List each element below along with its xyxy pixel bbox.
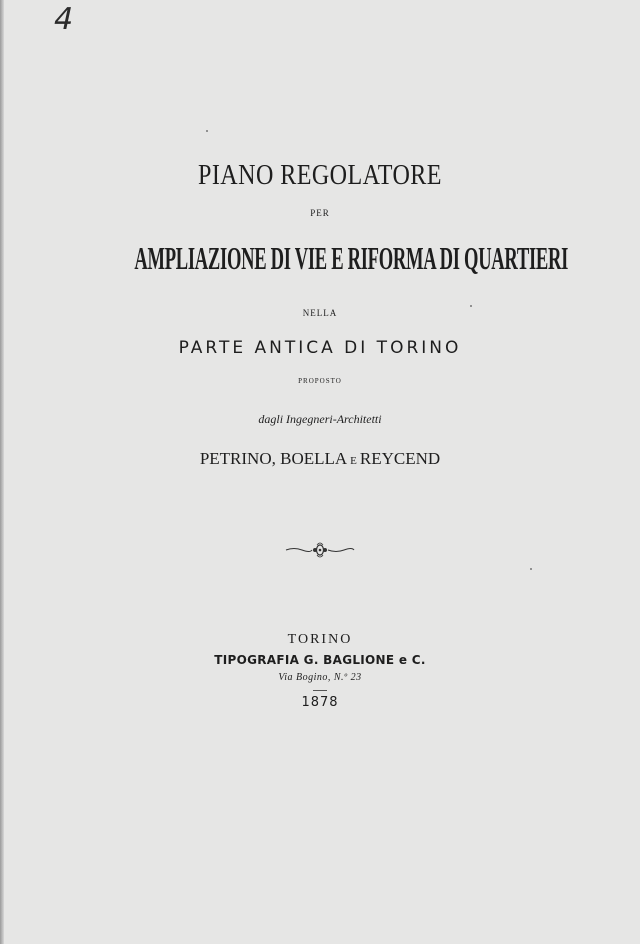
- printer-address: Via Bogino, N.º 23: [278, 672, 362, 683]
- handwritten-mark: 4: [50, 2, 77, 37]
- authors-intro: dagli Ingegneri-Architetti: [258, 412, 382, 426]
- paper-speck: [470, 305, 472, 307]
- floral-ornament-icon: [0, 540, 640, 560]
- printer-name: TIPOGRAFIA G. BAGLIONE e C.: [214, 653, 426, 667]
- connector-per: PER: [310, 208, 330, 218]
- place-heading: PARTE ANTICA DI TORINO: [178, 338, 462, 358]
- publication-city: TORINO: [287, 632, 353, 647]
- page-edge-shadow: [0, 0, 4, 944]
- paper-speck: [206, 130, 208, 132]
- publication-year: 1878: [301, 695, 339, 710]
- page-title: PIANO REGOLATORE: [198, 160, 442, 191]
- connector-proposto: PROPOSTO: [298, 377, 342, 385]
- authors-conjunction: E: [350, 455, 357, 467]
- authors: [0, 449, 640, 469]
- authors-part1: PETRINO, BOELLA: [199, 449, 348, 468]
- authors-part2: REYCEND: [359, 449, 441, 468]
- page-subtitle: AMPLIAZIONE DI VIE E RIFORMA DI QUARTIERI: [134, 240, 569, 276]
- divider-dash: [313, 690, 327, 691]
- connector-nella: NELLA: [302, 308, 338, 318]
- paper-speck: [530, 568, 532, 570]
